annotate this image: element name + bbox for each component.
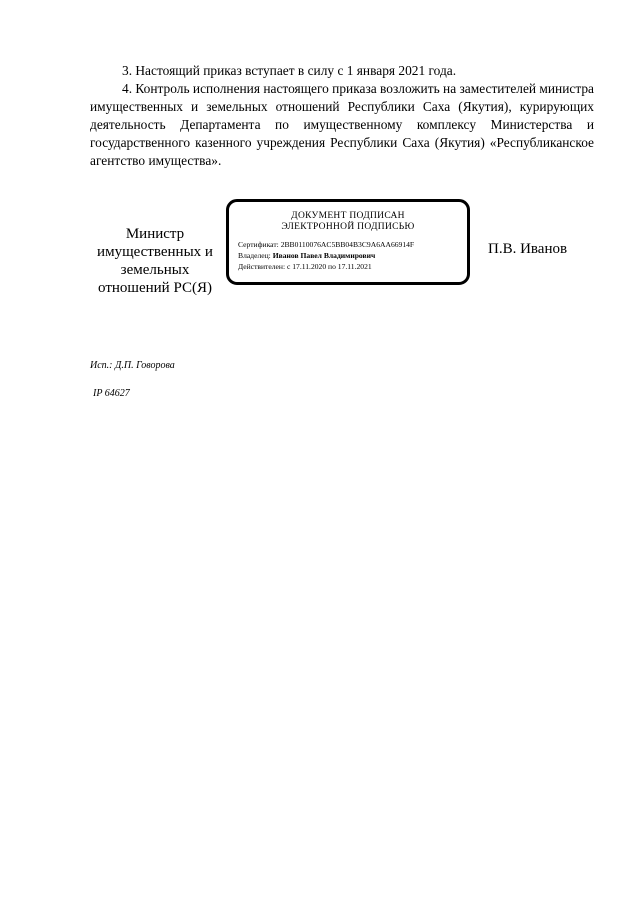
owner-value: Иванов Павел Владимирович (272, 251, 376, 260)
paragraph-4: 4. Контроль исполнения настоящего приказа возложить на заместителей министра имущественных и земельных отношений Республики Саха (Якутия), курирующих деятельность Департамента по имущественному комплексу Министерства и государственного казенного учреждения Республики Саха (Якутия) «Республиканское агентство имущества». (90, 81, 594, 168)
stamp-certificate (238, 239, 467, 250)
owner-label: Владелец: (238, 251, 271, 260)
position-line: земельных (120, 262, 190, 278)
stamp-title-line: ЭЛЕКТРОННОЙ ПОДПИСЬЮ (281, 222, 415, 232)
signer-name: П.В. Иванов (488, 241, 568, 257)
electronic-signature-stamp (226, 199, 470, 285)
paragraph-3: 3. Настоящий приказ вступает в силу с 1 января 2021 года. (122, 63, 457, 78)
stamp-title-line: ДОКУМЕНТ ПОДПИСАН (291, 211, 405, 221)
registration-number: IP 64627 (93, 388, 130, 399)
stamp-title (229, 211, 467, 233)
stamp-validity: Действителен: с 17.11.2020 по 17.11.2021 (238, 262, 372, 271)
position-line: имущественных и (97, 244, 213, 260)
stamp-owner (238, 250, 467, 261)
cert-value: 2BB0110076AC5BB04B3C9A6AA66914F (280, 240, 415, 249)
signer-position (80, 225, 230, 297)
cert-label: Сертификат: (238, 240, 279, 249)
executor-note: Исп.: Д.П. Говорова (90, 360, 175, 371)
position-line: отношений РС(Я) (98, 280, 212, 296)
position-line: Министр (125, 226, 185, 242)
